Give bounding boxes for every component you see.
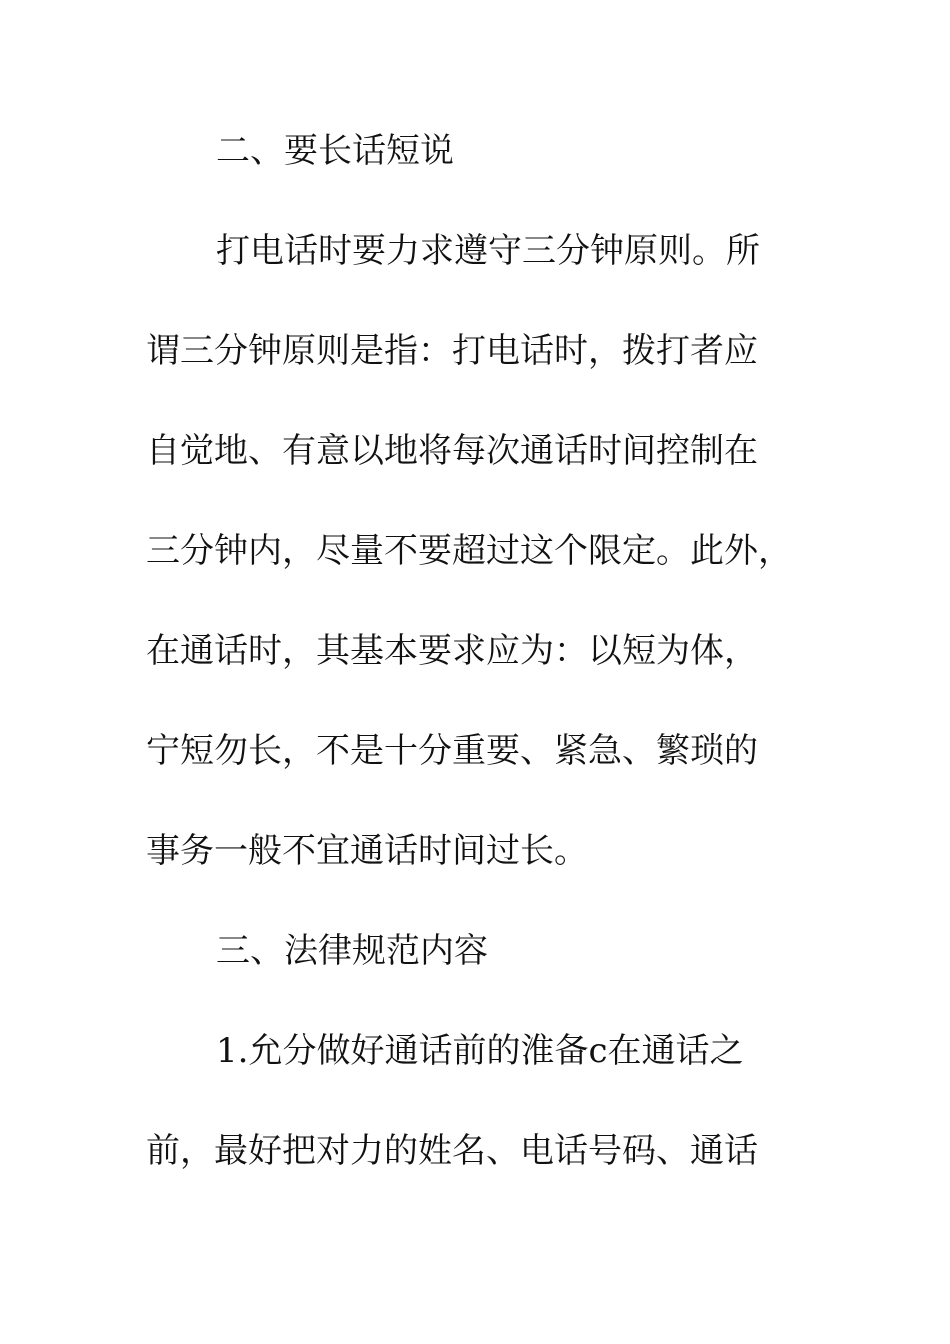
- section-heading-3: 三、法律规范内容: [216, 931, 488, 971]
- paragraph-line: 三分钟内，尽量不要超过这个限定。此外，: [146, 531, 792, 571]
- paragraph-line: 在通话时，其基本要求应为：以短为体，: [146, 631, 758, 671]
- paragraph-line: 宁短勿长，不是十分重要、紧急、繁琐的: [146, 731, 758, 771]
- paragraph-line: 事务一般不宜通话时间过长。: [146, 831, 588, 871]
- paragraph-line: 1.允分做好通话前的淮备c在通话之: [216, 1031, 744, 1071]
- paragraph-line: 自觉地、有意以地将每次通话时间控制在: [146, 431, 758, 471]
- paragraph-line: 前，最好把对力的姓名、电话号码、通话: [146, 1131, 758, 1171]
- section-heading-2: 二、要长话短说: [216, 131, 454, 171]
- paragraph-line: 打电话时要力求遵守三分钟原则。所: [216, 231, 760, 271]
- paragraph-line: 谓三分钟原则是指：打电话时，拨打者应: [146, 331, 758, 371]
